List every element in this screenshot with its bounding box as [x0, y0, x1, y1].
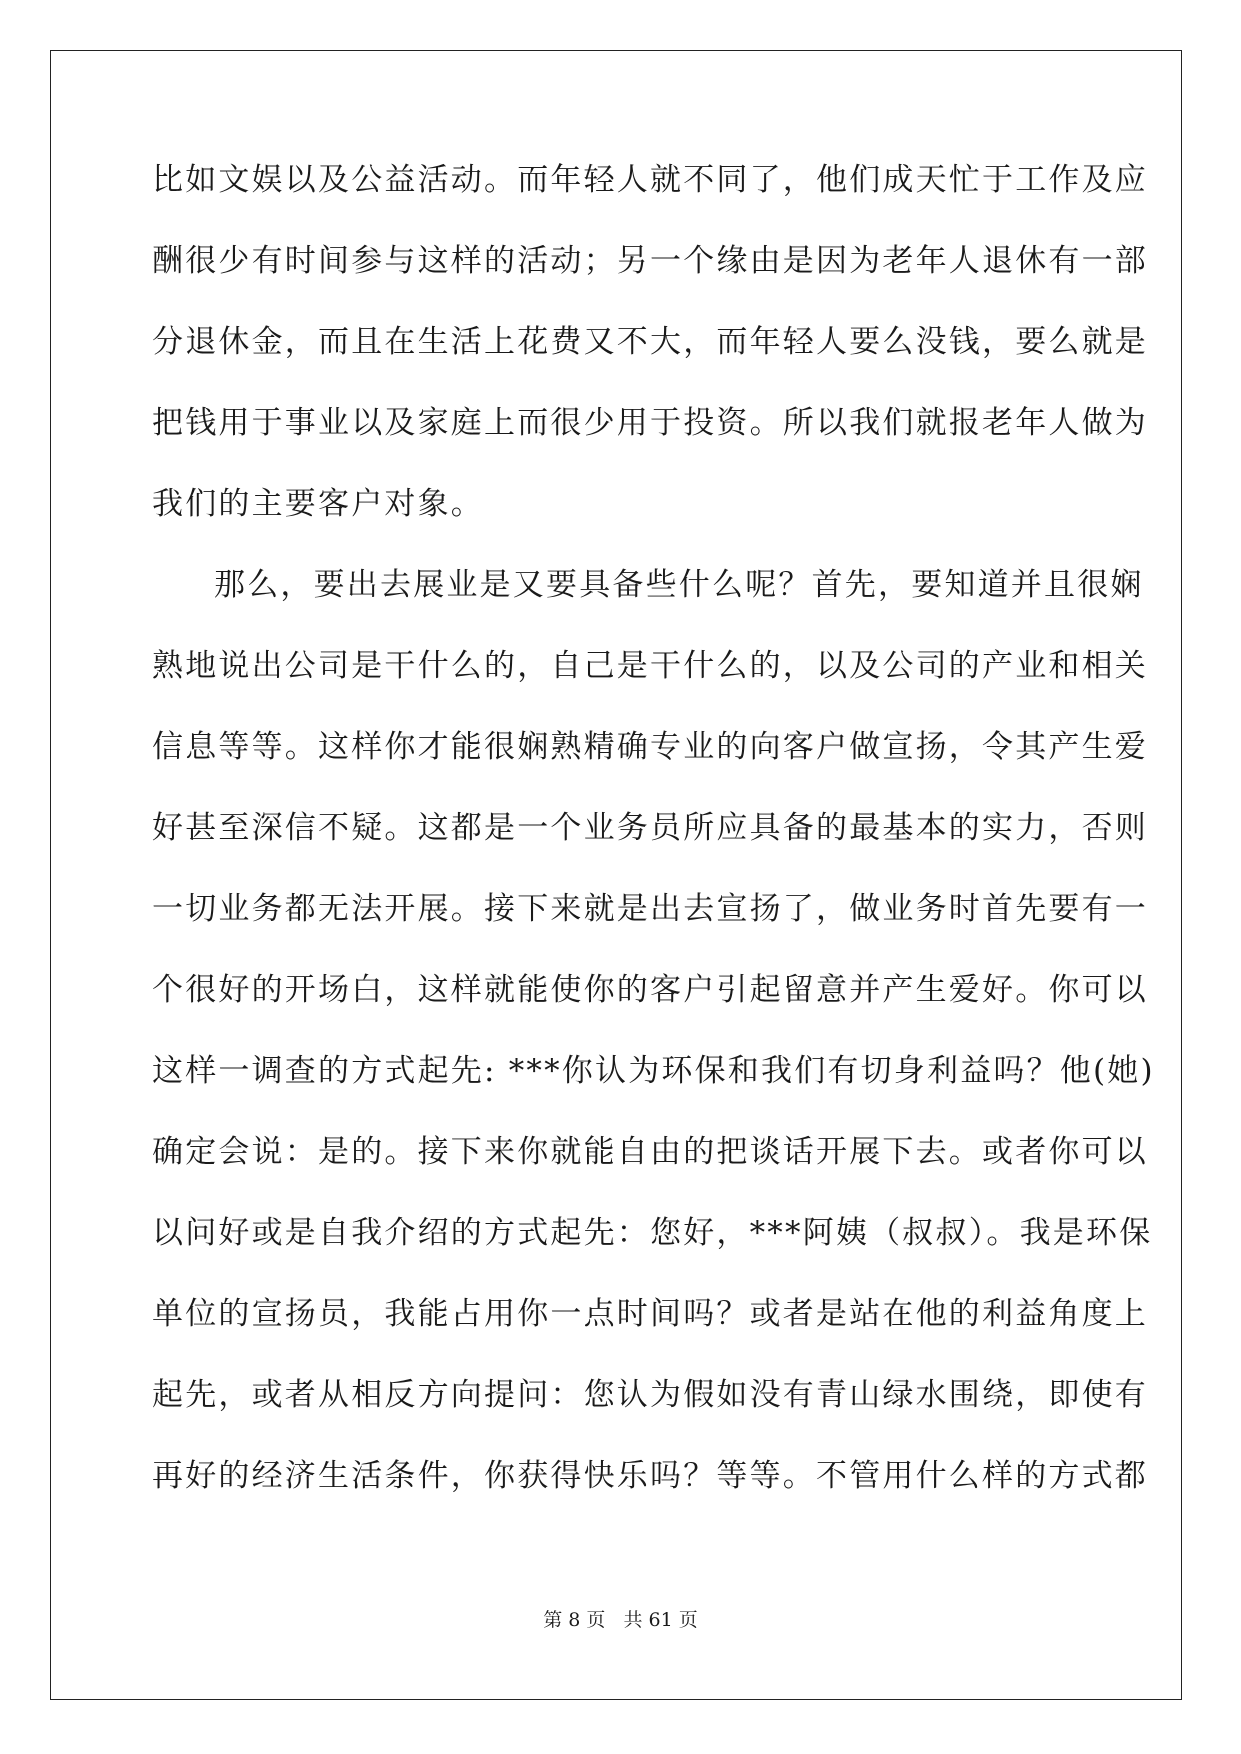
text-line: 比如文娱以及公益活动。而年轻人就不同了，他们成天忙于工作及应	[152, 162, 1148, 198]
page-number-footer: 第 8 页 共 61 页	[543, 1609, 698, 1631]
text-line: 一切业务都无法开展。接下来就是出去宣扬了，做业务时首先要有一	[152, 891, 1148, 927]
text-line: 再好的经济生活条件，你获得快乐吗？等等。不管用什么样的方式都	[152, 1458, 1148, 1494]
text-line: 我们的主要客户对象。	[152, 486, 484, 522]
text-line: 酬很少有时间参与这样的活动；另一个缘由是因为老年人退休有一部	[152, 243, 1148, 279]
text-line: 起先，或者从相反方向提问：您认为假如没有青山绿水围绕，即使有	[152, 1377, 1148, 1413]
text-line: 单位的宣扬员，我能占用你一点时间吗？或者是站在他的利益角度上	[152, 1296, 1148, 1332]
paragraph-start-line: 那么，要出去展业是又要具备些什么呢？首先，要知道并且很娴	[214, 567, 1144, 603]
text-line: 这样一调查的方式起先: ***你认为环保和我们有切身利益吗？他(她)	[152, 1053, 1155, 1089]
text-line: 把钱用于事业以及家庭上而很少用于投资。所以我们就报老年人做为	[152, 405, 1148, 441]
text-line: 确定会说：是的。接下来你就能自由的把谈话开展下去。或者你可以	[152, 1134, 1148, 1170]
text-line: 以问好或是自我介绍的方式起先：您好，***阿姨（叔叔）。我是环保	[152, 1215, 1153, 1251]
text-line: 好甚至深信不疑。这都是一个业务员所应具备的最基本的实力，否则	[152, 810, 1148, 846]
text-line: 信息等等。这样你才能很娴熟精确专业的向客户做宣扬，令其产生爱	[152, 729, 1148, 765]
text-line: 分退休金，而且在生活上花费又不大，而年轻人要么没钱，要么就是	[152, 324, 1148, 360]
text-line: 个很好的开场白，这样就能使你的客户引起留意并产生爱好。你可以	[152, 972, 1148, 1008]
text-line: 熟地说出公司是干什么的，自己是干什么的，以及公司的产业和相关	[152, 648, 1148, 684]
body-text	[152, 156, 1155, 1533]
